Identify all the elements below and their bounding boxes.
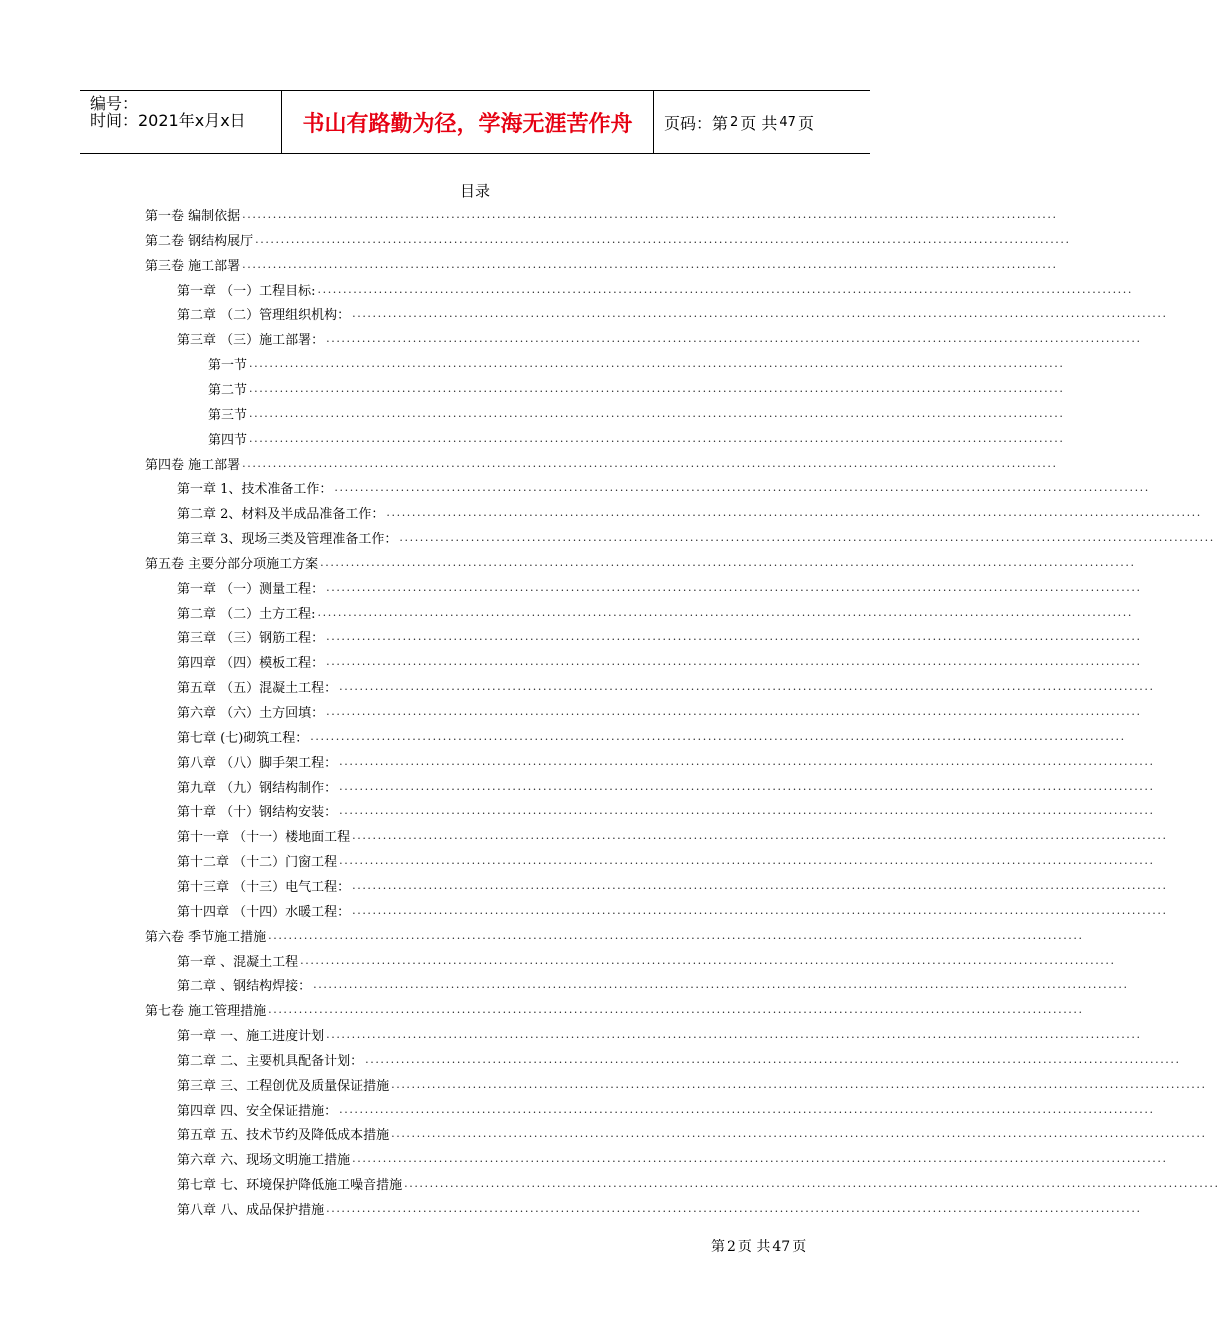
toc-dot-leader: ................................................................................................................................................................ xyxy=(352,903,1168,917)
page-footer xyxy=(711,1236,806,1256)
serial-number-label: 编号： xyxy=(90,94,139,113)
toc-entry-label: 第三章 （三）钢筋工程： xyxy=(177,630,325,646)
header-page-number: 2 xyxy=(730,114,739,130)
toc-entry-label: 第八章 八、成品保护措施 xyxy=(177,1202,325,1218)
toc-entry-label: 第三卷 施工部署 xyxy=(145,258,241,274)
toc-dot-leader: ................................................................................................................................................................ xyxy=(249,431,1065,445)
toc-dot-leader: ................................................................................................................................................................ xyxy=(352,828,1168,842)
toc-entry[interactable] xyxy=(177,328,1142,348)
footer-page-suffix: 页 xyxy=(792,1239,807,1255)
toc-entry-label: 第一节 xyxy=(208,357,248,373)
toc-dot-leader: ................................................................................................................................................................ xyxy=(249,381,1065,395)
toc-entry-label: 第一章 、混凝土工程 xyxy=(177,954,299,970)
toc-entry[interactable] xyxy=(177,577,1142,597)
header-page-prefix: 页码：第 xyxy=(664,113,729,133)
toc-entry[interactable] xyxy=(177,751,1155,771)
toc-entry[interactable] xyxy=(145,999,1084,1019)
toc-dot-leader: ................................................................................................................................................................ xyxy=(391,1077,1207,1091)
toc-dot-leader: ................................................................................................................................................................ xyxy=(242,257,1058,271)
toc-entry-label: 第一卷 编制依据 xyxy=(145,208,241,224)
toc-entry-label: 第六卷 季节施工措施 xyxy=(145,929,267,945)
toc-dot-leader: ................................................................................................................................................................ xyxy=(404,1176,1220,1190)
toc-entry[interactable] xyxy=(208,428,1065,448)
toc-entry-label: 第十四章 （十四）水暖工程： xyxy=(177,904,351,920)
toc-entry[interactable] xyxy=(177,527,1215,547)
toc-dot-leader: ................................................................................................................................................................ xyxy=(249,406,1065,420)
toc-entry[interactable] xyxy=(145,453,1058,473)
toc-entry[interactable] xyxy=(177,303,1168,323)
toc-entry-label: 第四章 （四）模板工程： xyxy=(177,655,325,671)
toc-dot-leader: ................................................................................................................................................................ xyxy=(386,505,1202,519)
toc-entry-label: 第二章 2、材料及半成品准备工作： xyxy=(177,506,385,522)
footer-page-prefix: 第 xyxy=(711,1239,725,1255)
toc-dot-leader: ................................................................................................................................................................ xyxy=(352,306,1168,320)
toc-title: 目录 xyxy=(459,182,490,200)
toc-entry-label: 第六章 六、现场文明施工措施 xyxy=(177,1152,351,1168)
toc-entry-label: 第四章 四、安全保证措施： xyxy=(177,1103,338,1119)
toc-dot-leader: ................................................................................................................................................................ xyxy=(326,580,1142,594)
toc-entry[interactable] xyxy=(177,1049,1181,1069)
toc-entry-label: 第十章 （十）钢结构安装： xyxy=(177,804,338,820)
toc-entry-label: 第二节 xyxy=(208,382,248,398)
toc-entry[interactable] xyxy=(177,776,1155,796)
toc-entry-label: 第三章 （三）施工部署： xyxy=(177,332,325,348)
toc-entry-label: 第十二章 （十二）门窗工程 xyxy=(177,854,338,870)
toc-dot-leader: ................................................................................................................................................................ xyxy=(352,1151,1168,1165)
toc-entry-label: 第一章 一、施工进度计划 xyxy=(177,1028,325,1044)
toc-entry-label: 第二章 、钢结构焊接： xyxy=(177,978,312,994)
toc-entry[interactable] xyxy=(177,1173,1220,1193)
toc-entry[interactable] xyxy=(177,825,1168,845)
toc-dot-leader: ................................................................................................................................................................ xyxy=(268,928,1084,942)
toc-entry-label: 第三章 三、工程创优及质量保证措施 xyxy=(177,1078,390,1094)
toc-entry[interactable] xyxy=(177,974,1129,994)
toc-entry[interactable] xyxy=(177,1148,1168,1168)
toc-entry[interactable] xyxy=(177,1123,1207,1143)
toc-dot-leader: ................................................................................................................................................................ xyxy=(391,1126,1207,1140)
footer-page-middle: 页 共 xyxy=(737,1239,771,1255)
toc-dot-leader: ................................................................................................................................................................ xyxy=(352,878,1168,892)
toc-entry[interactable] xyxy=(177,651,1142,671)
toc-dot-leader: ................................................................................................................................................................ xyxy=(339,679,1155,693)
toc-dot-leader: ................................................................................................................................................................ xyxy=(326,654,1142,668)
toc-entry-label: 第三节 xyxy=(208,407,248,423)
toc-entry[interactable] xyxy=(145,204,1058,224)
toc-entry-label: 第七卷 施工管理措施 xyxy=(145,1003,267,1019)
toc-entry[interactable] xyxy=(145,229,1071,249)
toc-dot-leader: ................................................................................................................................................................ xyxy=(399,530,1215,544)
toc-entry[interactable] xyxy=(177,1074,1207,1094)
header-page-indicator xyxy=(654,91,870,153)
header-meta-cell xyxy=(80,91,282,153)
toc-dot-leader: ................................................................................................................................................................ xyxy=(339,803,1155,817)
toc-dot-leader: ................................................................................................................................................................ xyxy=(317,605,1133,619)
toc-dot-leader: ................................................................................................................................................................ xyxy=(326,704,1142,718)
toc-entry[interactable] xyxy=(145,925,1084,945)
toc-entry[interactable] xyxy=(177,875,1168,895)
header-page-suffix: 页 xyxy=(797,113,814,133)
page-header xyxy=(80,90,870,154)
header-page-total: 47 xyxy=(779,114,796,130)
toc-dot-leader: ................................................................................................................................................................ xyxy=(339,779,1155,793)
toc-entry[interactable] xyxy=(177,676,1155,696)
toc-entry[interactable] xyxy=(177,602,1133,622)
toc-entry[interactable] xyxy=(177,1198,1142,1218)
toc-dot-leader: ................................................................................................................................................................ xyxy=(255,232,1071,246)
toc-entry[interactable] xyxy=(145,254,1058,274)
toc-entry-label: 第三章 3、现场三类及管理准备工作： xyxy=(177,531,398,547)
toc-entry-label: 第十三章 （十三）电气工程： xyxy=(177,879,351,895)
toc-dot-leader: ................................................................................................................................................................ xyxy=(313,977,1129,991)
toc-entry[interactable] xyxy=(177,1099,1155,1119)
footer-page-number: 2 xyxy=(727,1239,736,1255)
toc-dot-leader: ................................................................................................................................................................ xyxy=(242,207,1058,221)
toc-entry[interactable] xyxy=(145,552,1136,572)
toc-dot-leader: ................................................................................................................................................................ xyxy=(242,456,1058,470)
toc-entry-label: 第四卷 施工部署 xyxy=(145,457,241,473)
toc-entry-label: 第二章 （二）管理组织机构： xyxy=(177,307,351,323)
toc-dot-leader: ................................................................................................................................................................ xyxy=(317,282,1133,296)
toc-dot-leader: ................................................................................................................................................................ xyxy=(339,853,1155,867)
toc-entry-label: 第一章 （一）工程目标: xyxy=(177,283,316,299)
toc-entry-label: 第四节 xyxy=(208,432,248,448)
toc-dot-leader: ................................................................................................................................................................ xyxy=(339,754,1155,768)
toc-entry[interactable] xyxy=(177,626,1142,646)
toc-dot-leader: ................................................................................................................................................................ xyxy=(300,953,1116,967)
toc-entry-label: 第七章 七、环境保护降低施工噪音措施 xyxy=(177,1177,403,1193)
toc-entry-label: 第五章 五、技术节约及降低成本措施 xyxy=(177,1127,390,1143)
toc-entry-label: 第七章 (七)砌筑工程： xyxy=(177,730,309,746)
toc-entry[interactable] xyxy=(177,900,1168,920)
toc-dot-leader: ................................................................................................................................................................ xyxy=(365,1052,1181,1066)
toc-entry-label: 第二卷 钢结构展厅 xyxy=(145,233,254,249)
toc-entry[interactable] xyxy=(208,378,1065,398)
toc-dot-leader: ................................................................................................................................................................ xyxy=(326,629,1142,643)
toc-dot-leader: ................................................................................................................................................................ xyxy=(326,1201,1142,1215)
toc-entry-label: 第八章 （八）脚手架工程： xyxy=(177,755,338,771)
toc-dot-leader: ................................................................................................................................................................ xyxy=(334,480,1150,494)
toc-entry[interactable] xyxy=(177,726,1126,746)
toc-entry[interactable] xyxy=(177,477,1150,497)
toc-entry[interactable] xyxy=(177,800,1155,820)
header-page-middle: 页 共 xyxy=(740,113,778,133)
toc-entry-label: 第十一章 （十一）楼地面工程 xyxy=(177,829,351,845)
toc-entry[interactable] xyxy=(177,502,1202,522)
toc-entry[interactable] xyxy=(177,850,1155,870)
toc-entry-label: 第五章 （五）混凝土工程： xyxy=(177,680,338,696)
toc-entry-label: 第一章 （一）测量工程： xyxy=(177,581,325,597)
toc-dot-leader: ................................................................................................................................................................ xyxy=(249,356,1065,370)
toc-entry-label: 第一章 1、技术准备工作： xyxy=(177,481,333,497)
toc-entry[interactable] xyxy=(177,950,1116,970)
toc-entry-label: 第六章 （六）土方回填： xyxy=(177,705,325,721)
toc-dot-leader: ................................................................................................................................................................ xyxy=(339,1102,1155,1116)
toc-entry[interactable] xyxy=(208,353,1065,373)
toc-dot-leader: ................................................................................................................................................................ xyxy=(326,331,1142,345)
toc-dot-leader: ................................................................................................................................................................ xyxy=(268,1002,1084,1016)
toc-entry-label: 第九章 （九）钢结构制作： xyxy=(177,780,338,796)
date-label: 时间：2021年x月x日 xyxy=(90,111,246,130)
footer-page-total: 47 xyxy=(772,1239,791,1255)
toc-entry[interactable] xyxy=(177,279,1133,299)
toc-entry[interactable] xyxy=(208,403,1065,423)
toc-entry-label: 第二章 二、主要机具配备计划： xyxy=(177,1053,364,1069)
toc-dot-leader: ................................................................................................................................................................ xyxy=(320,555,1136,569)
toc-entry[interactable] xyxy=(177,1024,1142,1044)
toc-dot-leader: ................................................................................................................................................................ xyxy=(310,729,1126,743)
toc-dot-leader: ................................................................................................................................................................ xyxy=(326,1027,1142,1041)
toc-entry[interactable] xyxy=(177,701,1142,721)
toc-entry-label: 第五卷 主要分部分项施工方案 xyxy=(145,556,319,572)
header-motto: 书山有路勤为径，学海无涯苦作舟 xyxy=(282,91,654,153)
toc-entry-label: 第二章 （二）土方工程: xyxy=(177,606,316,622)
